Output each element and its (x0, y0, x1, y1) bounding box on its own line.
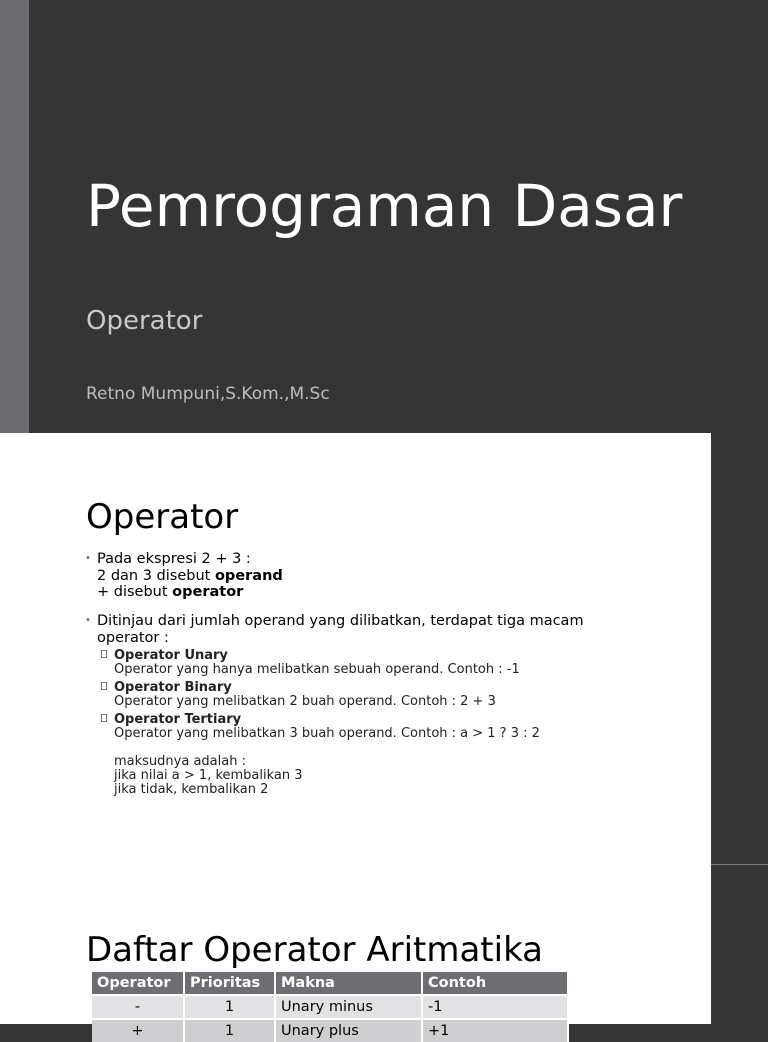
presentation-subtitle: Operator (86, 306, 203, 336)
sub-item-title-text: Operator Tertiary (114, 712, 242, 727)
sub-bullet-icon (101, 682, 107, 690)
bullet-line (97, 568, 283, 585)
bullet-line: Ditinjau dari jumlah operand yang dilibatkan, terdapat tiga macam (97, 613, 584, 629)
table-cell: + (92, 1019, 184, 1042)
bullet-bold-term: operator (172, 584, 244, 600)
table-cell: -1 (422, 995, 568, 1019)
table-cell: - (92, 995, 184, 1019)
operator-table (92, 972, 569, 1042)
bullet-line (97, 584, 243, 601)
sub-bullet-icon (101, 650, 107, 658)
column-header: Makna (275, 972, 422, 995)
table-header-row (92, 972, 568, 995)
table-cell: 1 (184, 995, 275, 1019)
sub-item-title (114, 713, 241, 727)
bullet-icon: • (85, 615, 91, 626)
presentation-title: Pemrograman Dasar (86, 172, 683, 240)
table-cell: 1 (184, 1019, 275, 1042)
slide-divider (711, 864, 768, 865)
table-cell: Unary plus (275, 1019, 422, 1042)
title-slide (0, 0, 768, 433)
explanation-line: jika nilai a > 1, kembalikan 3 (114, 768, 303, 783)
bullet-icon: • (85, 553, 91, 564)
table-row (92, 995, 568, 1019)
sub-item-title-text: Operator Unary (114, 648, 228, 663)
sub-item-title (114, 681, 232, 695)
slide-heading: Operator (86, 497, 239, 537)
bullet-line: operator : (97, 630, 169, 646)
bullet-line: Pada ekspresi 2 + 3 : (97, 551, 251, 567)
page-margin (711, 433, 768, 1024)
sub-item-desc: Operator yang hanya melibatkan sebuah operand. Contoh : -1 (114, 662, 520, 677)
sub-bullet-icon (101, 714, 107, 722)
arithmetic-heading: Daftar Operator Aritmatika (86, 930, 544, 970)
column-header: Contoh (422, 972, 568, 995)
sub-item-desc: Operator yang melibatkan 2 buah operand. Contoh : 2 + 3 (114, 694, 496, 709)
table-cell: +1 (422, 1019, 568, 1042)
column-header: Prioritas (184, 972, 275, 995)
column-header: Operator (92, 972, 184, 995)
table-cell: Unary minus (275, 995, 422, 1019)
bullet-bold-term: operand (214, 568, 283, 584)
explanation-line: maksudnya adalah : (114, 754, 246, 769)
sub-item-title (114, 649, 228, 663)
author-name: Retno Mumpuni,S.Kom.,M.Sc (86, 384, 330, 404)
explanation-line: jika tidak, kembalikan 2 (114, 782, 269, 797)
table-row (92, 1019, 568, 1042)
sub-item-desc: Operator yang melibatkan 3 buah operand. Contoh : a > 1 ? 3 : 2 (114, 726, 540, 741)
bullet-text-part: 2 dan 3 disebut (97, 568, 215, 584)
bullet-text-part: + disebut (97, 584, 173, 600)
accent-strip (0, 0, 29, 433)
sub-item-title-text: Operator Binary (114, 680, 232, 695)
